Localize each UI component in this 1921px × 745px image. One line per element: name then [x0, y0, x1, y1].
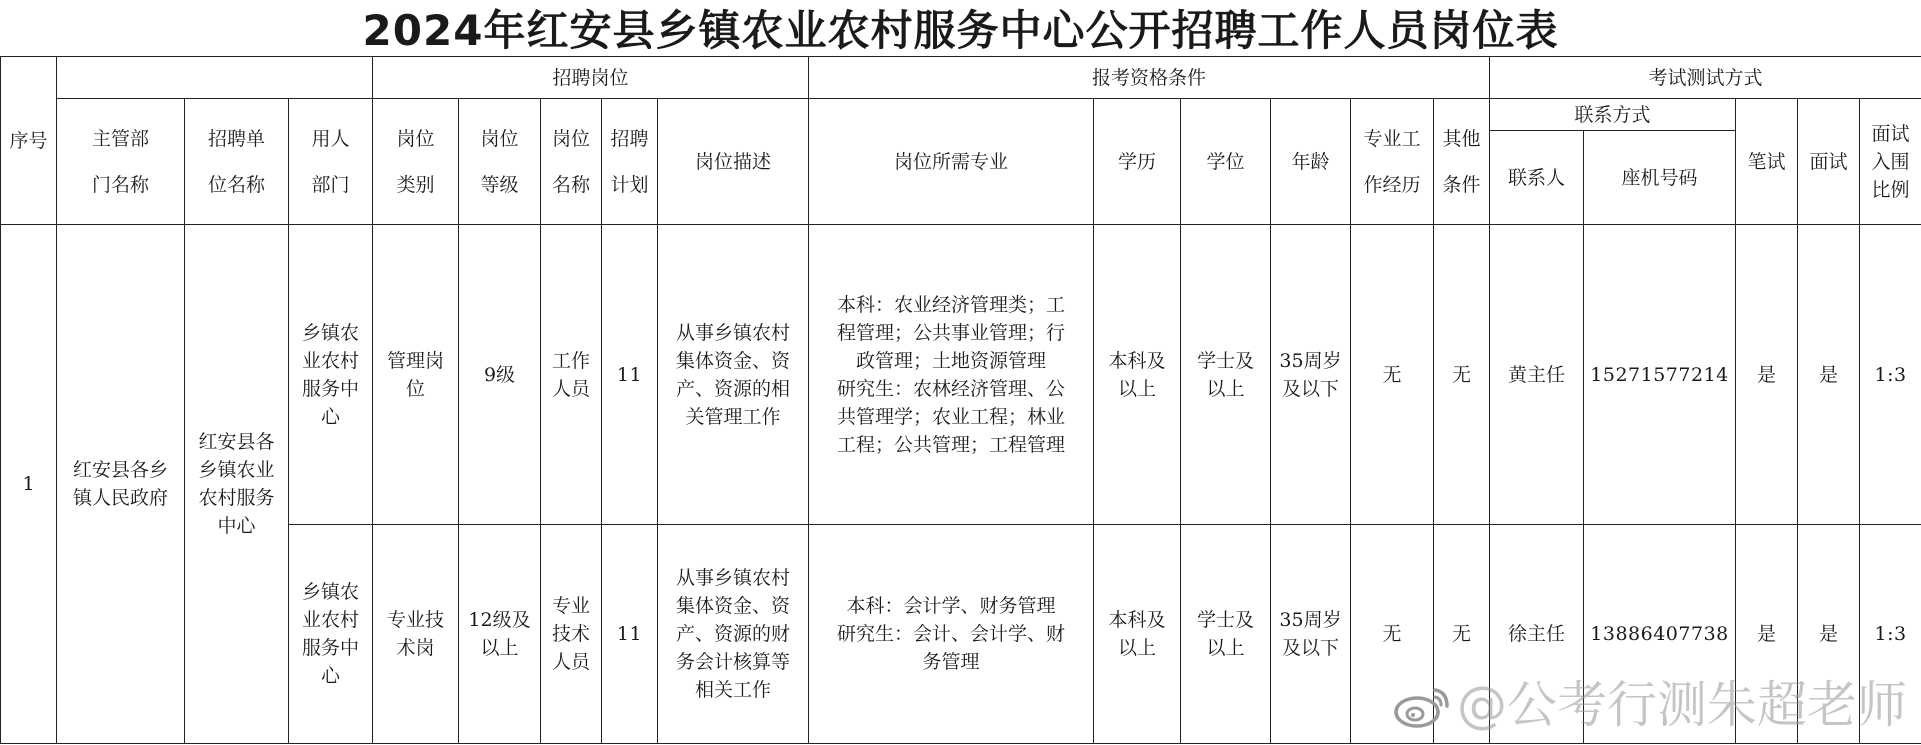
cell-phone: 13886407738 — [1584, 525, 1736, 744]
header-phone: 座机号码 — [1584, 131, 1736, 225]
header-employer: 用人 部门 — [289, 99, 373, 225]
cell-interview: 是 — [1798, 225, 1860, 525]
cell-age: 35周岁 及以下 — [1271, 525, 1351, 744]
table-row — [1, 225, 1921, 525]
header-blank — [57, 57, 373, 99]
cell-education: 本科及 以上 — [1094, 525, 1181, 744]
cell-seq: 1 — [1, 225, 57, 744]
cell-ratio: 1:3 — [1860, 225, 1921, 525]
cell-degree: 学士及 以上 — [1181, 225, 1271, 525]
cell-plan: 11 — [602, 525, 658, 744]
cell-interview: 是 — [1798, 525, 1860, 744]
cell-post-level: 12级及 以上 — [459, 525, 541, 744]
cell-employer: 乡镇农 业农村 服务中 心 — [289, 225, 373, 525]
header-age: 年龄 — [1271, 99, 1351, 225]
header-post-level: 岗位 等级 — [459, 99, 541, 225]
cell-post-name: 工作 人员 — [541, 225, 602, 525]
header-major: 岗位所需专业 — [809, 99, 1094, 225]
cell-experience: 无 — [1351, 225, 1434, 525]
header-group-qualifications: 报考资格条件 — [809, 57, 1490, 99]
header-experience: 专业工 作经历 — [1351, 99, 1434, 225]
header-group-exam: 考试测试方式 — [1490, 57, 1921, 99]
header-degree: 学位 — [1181, 99, 1271, 225]
header-seq: 序号 — [1, 57, 57, 225]
header-ratio: 面试 入围 比例 — [1860, 99, 1921, 225]
cell-major: 本科：农业经济管理类；工 程管理；公共事业管理；行 政管理；土地资源管理 研究生：农林经济管理、公 共管理学；农业工程；林业 工程；公共管理；工程管理 — [809, 225, 1094, 525]
header-dept: 主管部 门名称 — [57, 99, 185, 225]
cell-unit: 红安县各 乡镇农业 农村服务 中心 — [185, 225, 289, 744]
cell-description: 从事乡镇农村 集体资金、资 产、资源的财 务会计核算等 相关工作 — [658, 525, 809, 744]
cell-ratio: 1:3 — [1860, 525, 1921, 744]
cell-dept: 红安县各乡 镇人民政府 — [57, 225, 185, 744]
header-written: 笔试 — [1736, 99, 1798, 225]
cell-post-type: 管理岗 位 — [373, 225, 459, 525]
table-row — [1, 525, 1921, 744]
watermark-text: @公考行测朱超老师 — [1457, 676, 1907, 734]
cell-post-type: 专业技 术岗 — [373, 525, 459, 744]
header-contact-group: 联系方式 — [1490, 99, 1736, 131]
cell-major: 本科：会计学、财务管理 研究生：会计、会计学、财 务管理 — [809, 525, 1094, 744]
cell-other: 无 — [1434, 525, 1490, 744]
cell-description: 从事乡镇农村 集体资金、资 产、资源的相 关管理工作 — [658, 225, 809, 525]
cell-education: 本科及 以上 — [1094, 225, 1181, 525]
header-post-type: 岗位 类别 — [373, 99, 459, 225]
header-other: 其他 条件 — [1434, 99, 1490, 225]
cell-age: 35周岁 及以下 — [1271, 225, 1351, 525]
header-interview: 面试 — [1798, 99, 1860, 225]
cell-written: 是 — [1736, 525, 1798, 744]
header-description: 岗位描述 — [658, 99, 809, 225]
recruitment-table — [0, 56, 1921, 744]
cell-experience: 无 — [1351, 525, 1434, 744]
cell-post-name: 专业 技术 人员 — [541, 525, 602, 744]
header-plan: 招聘 计划 — [602, 99, 658, 225]
cell-phone: 15271577214 — [1584, 225, 1736, 525]
header-unit: 招聘单 位名称 — [185, 99, 289, 225]
cell-post-level: 9级 — [459, 225, 541, 525]
header-group-posts: 招聘岗位 — [373, 57, 809, 99]
cell-plan: 11 — [602, 225, 658, 525]
cell-other: 无 — [1434, 225, 1490, 525]
cell-employer: 乡镇农 业农村 服务中 心 — [289, 525, 373, 744]
header-post-name: 岗位 名称 — [541, 99, 602, 225]
cell-contact-person: 徐主任 — [1490, 525, 1584, 744]
header-contact-person: 联系人 — [1490, 131, 1584, 225]
cell-contact-person: 黄主任 — [1490, 225, 1584, 525]
cell-written: 是 — [1736, 225, 1798, 525]
cell-degree: 学士及 以上 — [1181, 525, 1271, 744]
header-education: 学历 — [1094, 99, 1181, 225]
page-title: 2024年红安县乡镇农业农村服务中心公开招聘工作人员岗位表 — [362, 6, 1559, 55]
